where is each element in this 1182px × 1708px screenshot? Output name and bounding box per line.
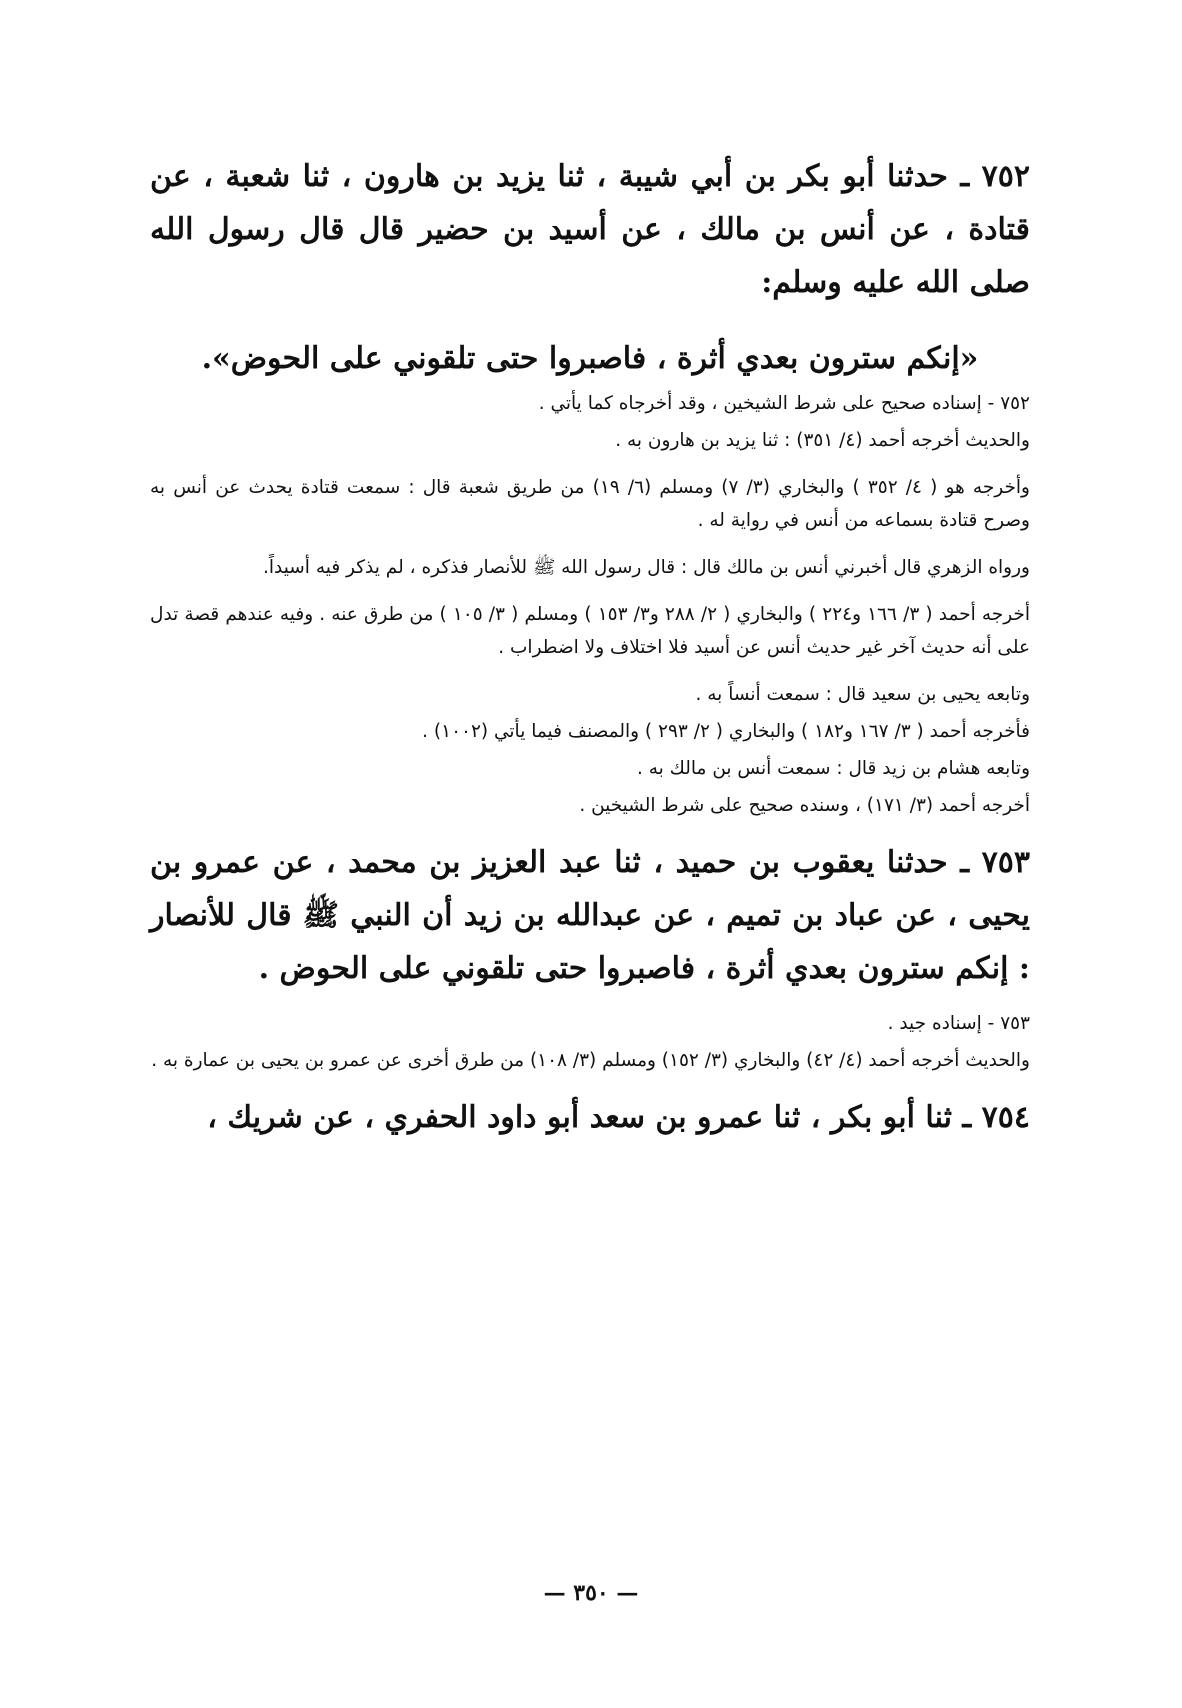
hadith-752-matn: «إنكم سترون بعدي أثرة ، فاصبروا حتى تلقوني على الحوض». — [201, 341, 979, 376]
hadith-752-note-7: فأخرجه أحمد ( ٣/ ١٦٧ و١٨٢ ) والبخاري ( ٢/ ٢٩٣ ) والمصنف فيما يأتي (١٠٠٢) . — [422, 721, 1030, 742]
hadith-753-note-2: والحديث أخرجه أحمد (٤/ ٤٢) والبخاري (٣/ ١٥٢) ومسلم (٣/ ١٠٨) من طرق أخرى عن عمرو بن يحيى بن عمارة به . — [151, 1050, 1030, 1071]
hadith-752-note-3: وأخرجه هو ( ٤/ ٣٥٢ ) والبخاري (٣/ ٧) ومسلم (٦/ ١٩) من طريق شعبة قال : سمعت قتادة يحدث عن أنس به وصرح قتادة بسماعه من أنس في رواية له . — [150, 477, 1030, 531]
hadith-753-note-1: ٧٥٣ - إسناده جيد . — [887, 1013, 1030, 1034]
hadith-752-note-6: وتابعه يحيى بن سعيد قال : سمعت أنساً به . — [695, 684, 1030, 705]
hadith-752-note-8: وتابعه هشام بن زيد قال : سمعت أنس بن مالك به . — [636, 758, 1030, 779]
hadith-754-text: ٧٥٤ ـ ثنا أبو بكر ، ثنا عمرو بن سعد أبو داود الحفري ، عن شريك ، — [207, 1100, 1030, 1135]
hadith-752-note-9: أخرجه أحمد (٣/ ١٧١) ، وسنده صحيح على شرط الشيخين . — [579, 795, 1030, 816]
page-content — [150, 150, 1030, 1168]
hadith-752-note-1: ٧٥٢ - إسناده صحيح على شرط الشيخين ، وقد أخرجاه كما يأتي . — [538, 393, 1030, 414]
hadith-753-text: ٧٥٣ ـ حدثنا يعقوب بن حميد ، ثنا عبد العزيز بن محمد ، عن عمرو بن يحيى ، عن عباد بن تميم ، عن عبدالله بن زيد أن النبي ﷺ قال للأنصار : إنكم سترون بعدي أثرة ، فاصبروا حتى تلقوني على الحوض . — [150, 845, 1030, 986]
hadith-752-text: ٧٥٢ ـ حدثنا أبو بكر بن أبي شيبة ، ثنا يزيد بن هارون ، ثنا شعبة ، عن قتادة ، عن أنس بن مالك ، عن أسيد بن حضير قال قال رسول الله صلى الله عليه وسلم: — [150, 159, 1030, 300]
hadith-752-note-2: والحديث أخرجه أحمد (٤/ ٣٥١) : ثنا يزيد بن هارون به . — [615, 430, 1030, 451]
page-number: — ٣٥٠ — — [543, 1580, 639, 1606]
hadith-752-note-4: ورواه الزهري قال أخبرني أنس بن مالك قال : قال رسول الله ﷺ للأنصار فذكره ، لم يذكر فيه أسيداً. — [262, 557, 1030, 578]
hadith-752-note-5: أخرجه أحمد ( ٣/ ١٦٦ و٢٢٤ ) والبخاري ( ٢/ ٢٨٨ و٣/ ١٥٣ ) ومسلم ( ٣/ ١٠٥ ) من طرق عنه . وفيه عندهم قصة تدل على أنه حديث آخر غير حديث أنس عن أسيد فلا اختلاف ولا اضطراب . — [150, 604, 1030, 658]
